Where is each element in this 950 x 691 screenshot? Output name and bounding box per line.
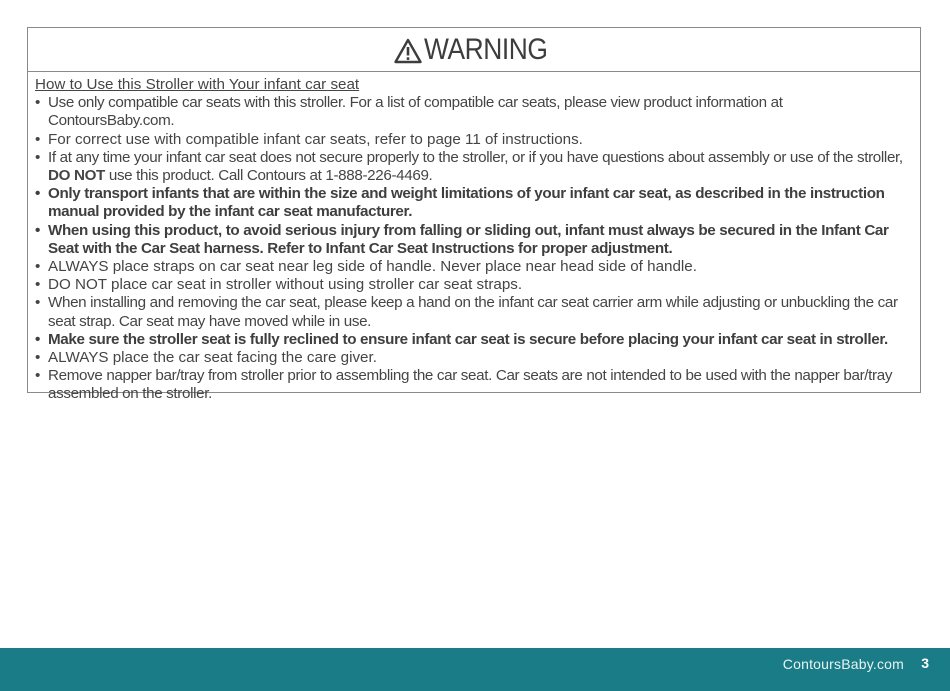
warning-header [28, 28, 920, 72]
list-item [35, 222, 912, 258]
item-text: When using this product, to avoid serious injury from falling or sliding out, infant must always be secured in the Infant Car Seat with the Car Seat harness. Refer to Infant Car Seat Instructions for proper adjustment. [48, 221, 889, 257]
bullet-icon: • [35, 276, 41, 294]
warning-box [27, 27, 921, 403]
bullet-icon: • [35, 221, 40, 239]
list-item [35, 294, 912, 330]
item-text: If at any time your infant car seat does not secure properly to the stroller, or if you have questions about assembly or use of the stroller, [48, 148, 903, 166]
footer-website: ContoursBaby.com [782, 656, 904, 672]
list-item [35, 149, 912, 185]
list-item [35, 131, 912, 149]
warning-title: WARNING [424, 32, 548, 66]
item-text: When installing and removing the car seat, please keep a hand on the infant car seat carrier arm while adjusting or unbuckling the car seat strap. Car seat may have moved while in use. [48, 294, 898, 330]
list-item [35, 258, 912, 276]
item-text: Only transport infants that are within the size and weight limitations of your infant car seat, as described in the instruction manual provided by the infant car seat manufacturer. [48, 185, 885, 221]
item-text: Use only compatible car seats with this stroller. For a list of compatible car seats, please view product information at ContoursBaby.com. [48, 94, 783, 130]
item-text: Make sure the stroller seat is fully reclined to ensure infant car seat is secure before placing your infant car seat in stroller. [48, 330, 888, 348]
bullet-icon: • [35, 330, 40, 348]
bullet-icon: • [35, 185, 40, 203]
bullet-icon: • [35, 258, 41, 276]
item-text: DO NOT place car seat in stroller without using stroller car seat straps. [48, 276, 523, 294]
bullet-icon: • [35, 367, 40, 385]
list-item [35, 349, 912, 367]
list-item [35, 276, 912, 294]
item-text: ALWAYS place straps on car seat near leg side of handle. Never place near head side of handle. [48, 258, 697, 276]
list-item [35, 185, 912, 221]
list-item [35, 331, 912, 349]
item-text: Remove napper bar/tray from stroller prior to assembling the car seat. Car seats are not intended to be used with the napper bar/tray assembled on the stroller. [48, 367, 893, 403]
bullet-icon: • [35, 349, 41, 367]
warning-body [28, 72, 920, 404]
list-item [35, 367, 912, 403]
item-text: use this product. Call Contours at 1-888-226-4469. [108, 167, 433, 185]
bullet-icon: • [35, 148, 40, 166]
warning-list [35, 94, 912, 403]
warning-triangle-icon [394, 38, 422, 64]
list-item [35, 94, 912, 130]
item-text: ALWAYS place the car seat facing the care giver. [48, 349, 377, 367]
item-text: For correct use with compatible infant car seats, refer to page 11 of instructions. [48, 130, 583, 148]
bullet-icon: • [35, 94, 40, 112]
do-not-emphasis: DO NOT [48, 167, 105, 185]
bullet-icon: • [35, 294, 40, 312]
page-number: 3 [921, 655, 929, 671]
section-heading: How to Use this Stroller with Your infant car seat [35, 76, 360, 93]
bullet-icon: • [35, 130, 41, 148]
